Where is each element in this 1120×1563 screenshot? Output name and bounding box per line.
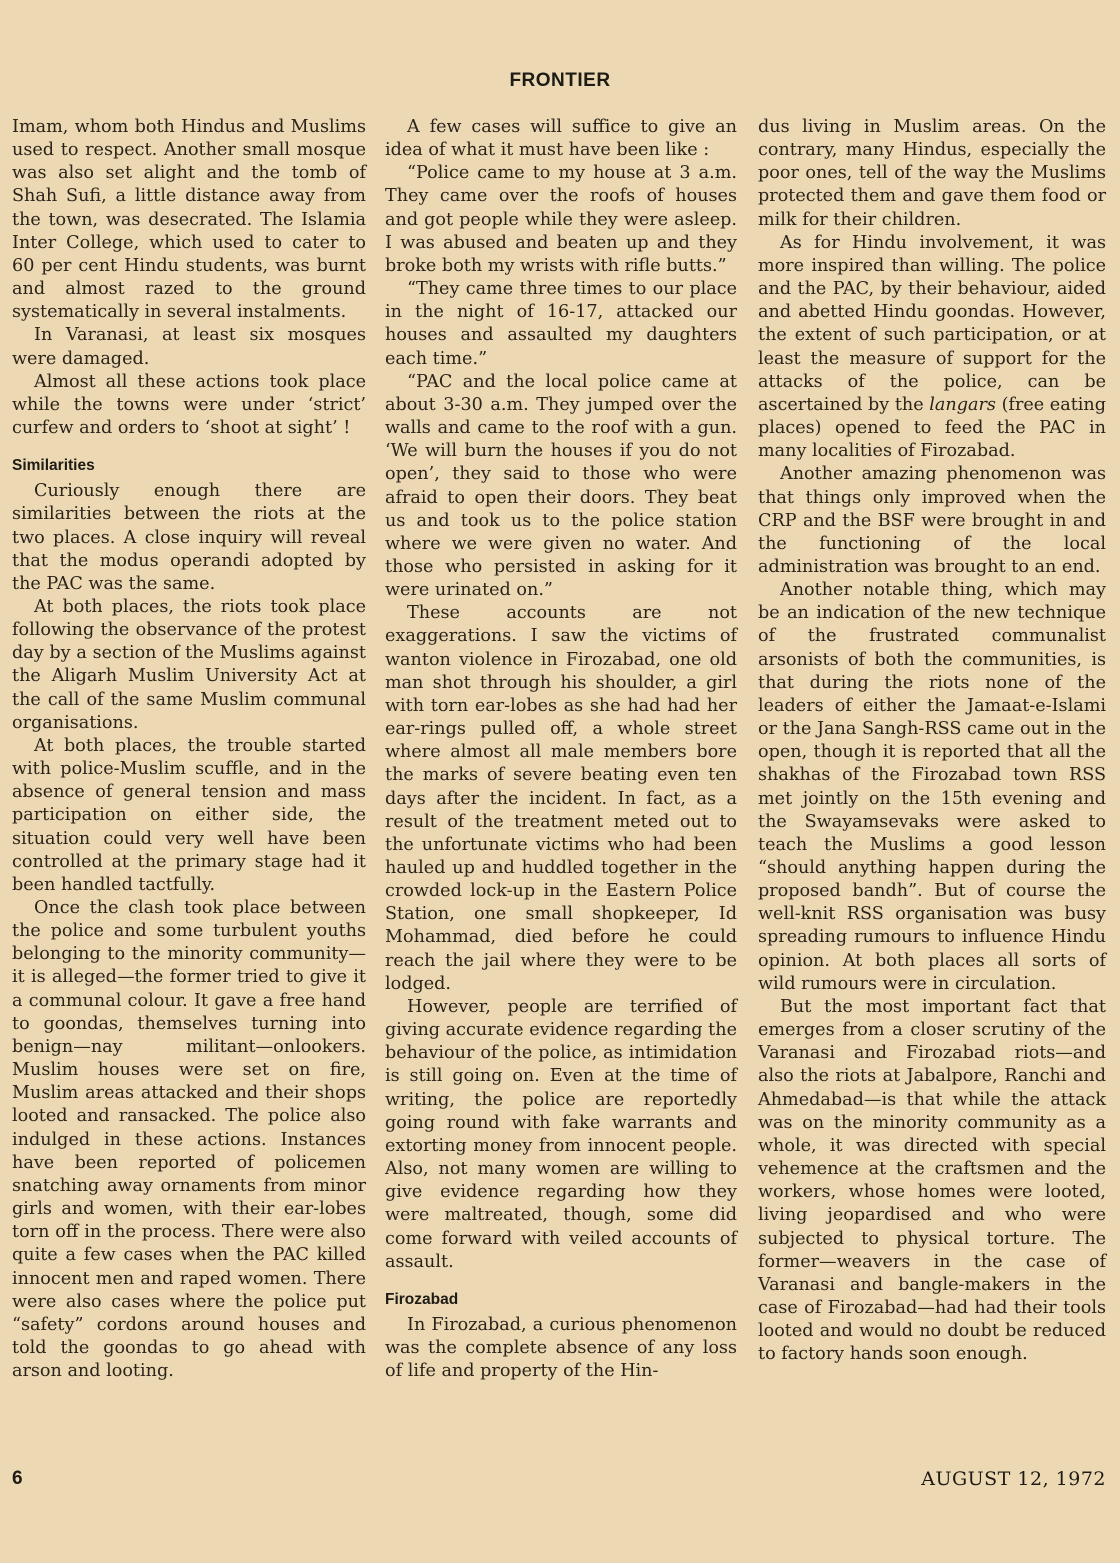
paragraph: However, people are terrified of giving accurate evidence regarding the behaviour of the police, as intimidation is still going on. Even at the time of writing, the police are reportedly going round with fake warrants and extorting money from innocent people. Also, not many women are willing to give evidence regarding how they were maltreated, though, some did come forward with veiled accounts of assault. — [385, 996, 737, 1272]
paragraph: These accounts are not exaggerations. I saw the victims of wanton violence in Firozabad, one old man shot through his shoulder, a girl with torn ear-lobes as she had had her ear-rings pulled off, a whole street where almost all male members bore the marks of severe beating even ten days after the incident. In fact, as a result of the treatment meted out to the unfortunate victims who had been hauled up and huddled together in the crowded lock-up in the Eastern Police Station, one small shopkeeper, Id Mohammad, died before he could reach the jail where they were to be lodged. — [385, 603, 737, 994]
paragraph: At both places, the trouble started with police-Muslim scuffle, and in the absence of general tension and mass participation on either side, the situation could very well have been controlled at the primary stage had it been handled tactfully. — [12, 735, 366, 895]
paragraph: “PAC and the local police came at about 3-30 a.m. They jumped over the walls and came to the roof with a gun. ‘We will burn the houses if you do not open’, they said to those who were afraid to open their doors. They beat us and took us to the police station where we were given no water. And those who persisted in asking for it were urinated on.” — [385, 371, 737, 601]
paragraph: Another amazing phenomenon was that things only improved when the CRP and the BSF were brought in and the functioning of the local administration was brought to an end. — [758, 464, 1106, 577]
issue-date: AUGUST 12, 1972 — [921, 1468, 1106, 1490]
paragraph: As for Hindu involvement, it was more inspired than willing. The police and the PAC, by their behaviour, aided and abetted Hindu goondas. However, the extent of such participation, or at least the measure of support for the attacks of the police, can be ascertained by the langars (free eating places) opened to feed the PAC in many localities of Firozabad. — [758, 232, 1106, 462]
running-head: FRONTIER — [509, 70, 611, 91]
column-3 — [758, 116, 1106, 1366]
paragraph: In Varanasi, at least six mosques were damaged. — [12, 325, 366, 369]
italic-term: langars — [929, 394, 996, 415]
section-heading: Firozabad — [385, 1290, 459, 1308]
paragraph: Another notable thing, which may be an indication of the new technique of the frustrated communalist arsonists of both the communities, is that during the riots none of the leaders of either the Jamaat-e-Islami or the Jana Sangh-RSS came out in the open, though it is reported that all the shakhas of the Firozabad town RSS met jointly on the 15th evening and the Swayamsevaks were asked to teach the Muslims a good lesson “should anything happen during the proposed bandh”. But of course the well-knit RSS organisation was busy spreading rumours to influence Hindu opinion. At both places all sorts of wild rumours were in circulation. — [758, 580, 1106, 994]
paragraph: Curiously enough there are similarities between the riots at the two places. A close inquiry will reveal that the modus operandi adopted by the PAC was the same. — [12, 481, 366, 594]
paragraph: “Police came to my house at 3 a.m. They came over the roofs of houses and got people while they were asleep. I was abused and beaten up and they broke both my wrists with rifle butts.” — [385, 163, 737, 276]
page-number: 6 — [12, 1468, 23, 1489]
section-heading: Similarities — [12, 457, 95, 475]
column-2 — [385, 116, 737, 1383]
column-1 — [12, 116, 366, 1383]
paragraph: Imam, whom both Hindus and Muslims used to respect. Another small mosque was also set alight and the tomb of Shah Sufi, a little distance away from the town, was desecrated. The Islamia Inter College, which used to cater to 60 per cent Hindu students, was burnt and almost razed to the ground systematically in several instalments. — [12, 117, 366, 323]
paragraph: At both places, the riots took place following the observance of the protest day by a section of the Muslims against the Aligarh Muslim University Act at the call of the same Muslim communal organisations. — [12, 596, 366, 733]
paragraph: dus living in Muslim areas. On the contrary, many Hindus, especially the poor ones, tell of the way the Muslims protected them and gave them food or milk for their children. — [758, 117, 1106, 230]
paragraph: But the most important fact that emerges from a closer scrutiny of the Varanasi and Firozabad riots—and also the riots at Jabalpore, Ranchi and Ahmedabad—is that while the attack was on the minority community as a whole, it was directed with special vehemence at the craftsmen and the workers, whose homes were looted, living jeopardised and who were subjected to physical torture. The former—weavers in the case of Varanasi and bangle-makers in the case of Firozabad—had had their tools looted and would no doubt be reduced to factory hands soon enough. — [758, 996, 1106, 1365]
paragraph: “They came three times to our place in the night of 16-17, attacked our houses and assaulted my daughters each time.” — [385, 279, 737, 369]
paragraph: Once the clash took place between the police and some turbulent youths belonging to the minority community—it is alleged—the former tried to give it a communal colour. It gave a free hand to goondas, themselves turning into benign—nay militant—onlookers. Muslim houses were set on fire, Muslim areas attacked and their shops looted and ransacked. The police also indulged in these actions. Instances have been reported of policemen snatching away ornaments from minor girls and women, with their ear-lobes torn off in the process. There were also quite a few cases when the PAC killed innocent men and raped women. There were also cases where the police put “safety” cordons around houses and told the goondas to go ahead with arson and looting. — [12, 898, 366, 1382]
paragraph: A few cases will suffice to give an idea of what it must have been like : — [385, 117, 737, 161]
paragraph: In Firozabad, a curious phenomenon was the complete absence of any loss of life and property of the Hin- — [385, 1314, 737, 1382]
paragraph: Almost all these actions took place while the towns were under ‘strict’ curfew and orders to ‘shoot at sight’ ! — [12, 371, 366, 439]
